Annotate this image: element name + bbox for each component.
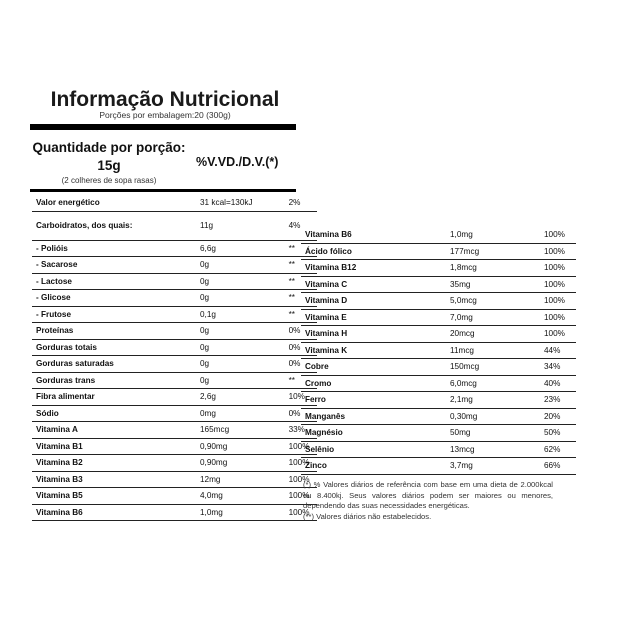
nutrient-row	[32, 240, 317, 257]
nutrient-name: Vitamina A	[32, 422, 160, 439]
nutrient-name: Vitamina B12	[301, 260, 418, 277]
nutrient-daily-value: **	[253, 240, 317, 257]
nutrient-daily-value: 100%	[506, 293, 576, 310]
nutrient-amount: 0,90mg	[160, 438, 253, 455]
nutrient-row	[301, 408, 576, 425]
nutrient-name: Vitamina B3	[32, 471, 160, 488]
nutrient-name: Selênio	[301, 441, 418, 458]
nutrient-daily-value: 100%	[506, 227, 576, 243]
nutrient-row	[301, 260, 576, 277]
nutrient-daily-value: 100%	[253, 488, 317, 505]
nutrient-name: Vitamina B1	[32, 438, 160, 455]
nutrient-amount: 1,0mg	[418, 227, 506, 243]
nutrient-name: Vitamina B6	[32, 504, 160, 521]
nutrient-amount: 0g	[160, 257, 253, 274]
nutrient-amount: 31 kcal=130kJ	[160, 195, 253, 211]
nutrient-row	[32, 339, 317, 356]
nutrient-amount: 0mg	[160, 405, 253, 422]
nutrient-daily-value: **	[253, 273, 317, 290]
nutrient-amount: 1,0mg	[160, 504, 253, 521]
nutrient-name: Vitamina K	[301, 342, 418, 359]
footnote-not-established: (**) Valores diários não estabelecidos.	[303, 511, 432, 521]
nutrient-daily-value: 66%	[506, 458, 576, 475]
nutrient-name: Vitamina E	[301, 309, 418, 326]
nutrient-amount: 11mcg	[418, 342, 506, 359]
nutrient-daily-value: **	[253, 257, 317, 274]
nutrient-row	[32, 488, 317, 505]
nutrient-name: Cobre	[301, 359, 418, 376]
nutrient-amount: 50mg	[418, 425, 506, 442]
nutrient-amount: 6,0mcg	[418, 375, 506, 392]
nutrient-amount: 7,0mg	[418, 309, 506, 326]
nutrient-daily-value: 100%	[253, 504, 317, 521]
nutrient-row	[301, 243, 576, 260]
nutrient-name: Manganês	[301, 408, 418, 425]
serving-quantity-label: Quantidade por porção:	[32, 140, 186, 155]
nutrient-row	[301, 375, 576, 392]
nutrient-row	[301, 359, 576, 376]
nutrient-name: Cromo	[301, 375, 418, 392]
nutrient-amount: 3,7mg	[418, 458, 506, 475]
serving-quantity-description: (2 colheres de sopa rasas)	[61, 176, 157, 185]
nutrient-daily-value: 0%	[253, 323, 317, 340]
nutrition-table-left	[32, 195, 317, 521]
nutrient-row	[32, 356, 317, 373]
nutrient-row	[32, 405, 317, 422]
nutrient-daily-value: 23%	[506, 392, 576, 409]
nutrient-row	[32, 422, 317, 439]
nutrient-name: - Frutose	[32, 306, 160, 323]
nutrient-amount: 13mcg	[418, 441, 506, 458]
nutrient-daily-value: 34%	[506, 359, 576, 376]
nutrient-daily-value: 100%	[506, 276, 576, 293]
nutrient-daily-value: **	[253, 372, 317, 389]
label-title: Informação Nutricional	[50, 88, 280, 111]
nutrient-daily-value: **	[253, 306, 317, 323]
nutrient-amount: 4,0mg	[160, 488, 253, 505]
nutrient-amount: 0g	[160, 290, 253, 307]
footnote	[303, 480, 553, 522]
nutrient-name: Gorduras saturadas	[32, 356, 160, 373]
nutrient-row	[301, 458, 576, 475]
nutrient-name: Valor energético	[32, 195, 160, 211]
nutrient-daily-value: 50%	[506, 425, 576, 442]
nutrient-amount: 150mcg	[418, 359, 506, 376]
nutrient-row	[301, 425, 576, 442]
nutrient-amount: 0g	[160, 273, 253, 290]
nutrient-row	[301, 293, 576, 310]
nutrient-amount: 20mcg	[418, 326, 506, 343]
nutrient-row	[301, 227, 576, 243]
nutrient-amount: 0g	[160, 372, 253, 389]
nutrient-row	[32, 211, 317, 240]
nutrient-daily-value: 2%	[253, 195, 317, 211]
nutrient-name: - Glicose	[32, 290, 160, 307]
nutrient-name: Vitamina B6	[301, 227, 418, 243]
nutrient-row	[301, 326, 576, 343]
nutrient-daily-value: 0%	[253, 356, 317, 373]
nutrient-name: Ácido fólico	[301, 243, 418, 260]
nutrient-name: - Lactose	[32, 273, 160, 290]
nutrient-name: Vitamina H	[301, 326, 418, 343]
medium-divider	[30, 189, 296, 192]
nutrient-amount: 0,90mg	[160, 455, 253, 472]
serving-quantity-value: 15g	[97, 158, 121, 173]
nutrient-row	[32, 438, 317, 455]
nutrient-name: Zinco	[301, 458, 418, 475]
nutrient-daily-value: 100%	[253, 455, 317, 472]
nutrient-row	[32, 455, 317, 472]
nutrient-row	[301, 392, 576, 409]
nutrient-name: Vitamina C	[301, 276, 418, 293]
nutrient-row	[32, 504, 317, 521]
nutrient-daily-value: 44%	[506, 342, 576, 359]
nutrient-name: Proteínas	[32, 323, 160, 340]
nutrient-row	[32, 290, 317, 307]
nutrient-amount: 1,8mcg	[418, 260, 506, 277]
nutrient-amount: 0,30mg	[418, 408, 506, 425]
servings-per-package: Porções por embalagem:20 (300g)	[99, 110, 231, 120]
thick-divider	[30, 124, 296, 130]
nutrient-amount: 12mg	[160, 471, 253, 488]
nutrient-name: Vitamina B2	[32, 455, 160, 472]
nutrient-amount: 6,6g	[160, 240, 253, 257]
nutrient-daily-value: **	[253, 290, 317, 307]
nutrient-amount: 0g	[160, 356, 253, 373]
nutrient-row	[301, 342, 576, 359]
daily-value-header: %V.VD./D.V.(*)	[196, 155, 279, 169]
nutrient-daily-value: 62%	[506, 441, 576, 458]
nutrient-row	[32, 273, 317, 290]
nutrient-row	[301, 441, 576, 458]
nutrient-amount: 177mcg	[418, 243, 506, 260]
nutrient-name: Magnésio	[301, 425, 418, 442]
nutrient-daily-value: 100%	[506, 326, 576, 343]
nutrient-daily-value: 20%	[506, 408, 576, 425]
nutrient-daily-value: 100%	[253, 471, 317, 488]
nutrient-daily-value: 100%	[506, 243, 576, 260]
nutrition-table-right	[301, 227, 576, 475]
nutrient-row	[32, 471, 317, 488]
nutrient-row	[301, 309, 576, 326]
nutrient-name: Vitamina B5	[32, 488, 160, 505]
nutrient-amount: 0g	[160, 339, 253, 356]
nutrient-row	[32, 195, 317, 211]
nutrient-name: Ferro	[301, 392, 418, 409]
nutrient-row	[32, 323, 317, 340]
footnote-daily-values: (*) % Valores diários de referência com base em uma dieta de 2.000kcal ou 8.400kj. Seus valores diários podem ser maiores ou menores, dependendo das suas necessidades energéticas.	[303, 480, 553, 510]
nutrient-amount: 2,6g	[160, 389, 253, 406]
nutrient-name: Gorduras trans	[32, 372, 160, 389]
nutrient-daily-value: 0%	[253, 339, 317, 356]
nutrient-amount: 35mg	[418, 276, 506, 293]
nutrient-name: Gorduras totais	[32, 339, 160, 356]
nutrient-name: - Polióis	[32, 240, 160, 257]
nutrient-daily-value: 10%	[253, 389, 317, 406]
nutrient-amount: 2,1mg	[418, 392, 506, 409]
nutrient-daily-value: 100%	[506, 309, 576, 326]
nutrient-amount: 165mcg	[160, 422, 253, 439]
nutrient-row	[32, 306, 317, 323]
nutrient-daily-value: 33%	[253, 422, 317, 439]
nutrient-amount: 0,1g	[160, 306, 253, 323]
nutrient-daily-value: 40%	[506, 375, 576, 392]
nutrient-name: Sódio	[32, 405, 160, 422]
nutrient-daily-value: 100%	[253, 438, 317, 455]
nutrient-row	[301, 276, 576, 293]
nutrient-row	[32, 389, 317, 406]
nutrient-name: Fibra alimentar	[32, 389, 160, 406]
nutrient-row	[32, 257, 317, 274]
nutrient-daily-value: 100%	[506, 260, 576, 277]
nutrient-row	[32, 372, 317, 389]
nutrient-name: Vitamina D	[301, 293, 418, 310]
nutrient-name: - Sacarose	[32, 257, 160, 274]
nutrient-daily-value: 0%	[253, 405, 317, 422]
nutrient-amount: 11g	[160, 211, 253, 240]
nutrient-amount: 0g	[160, 323, 253, 340]
nutrient-daily-value: 4%	[253, 211, 317, 240]
nutrient-amount: 5,0mcg	[418, 293, 506, 310]
nutrient-name: Carboidratos, dos quais:	[32, 211, 160, 240]
